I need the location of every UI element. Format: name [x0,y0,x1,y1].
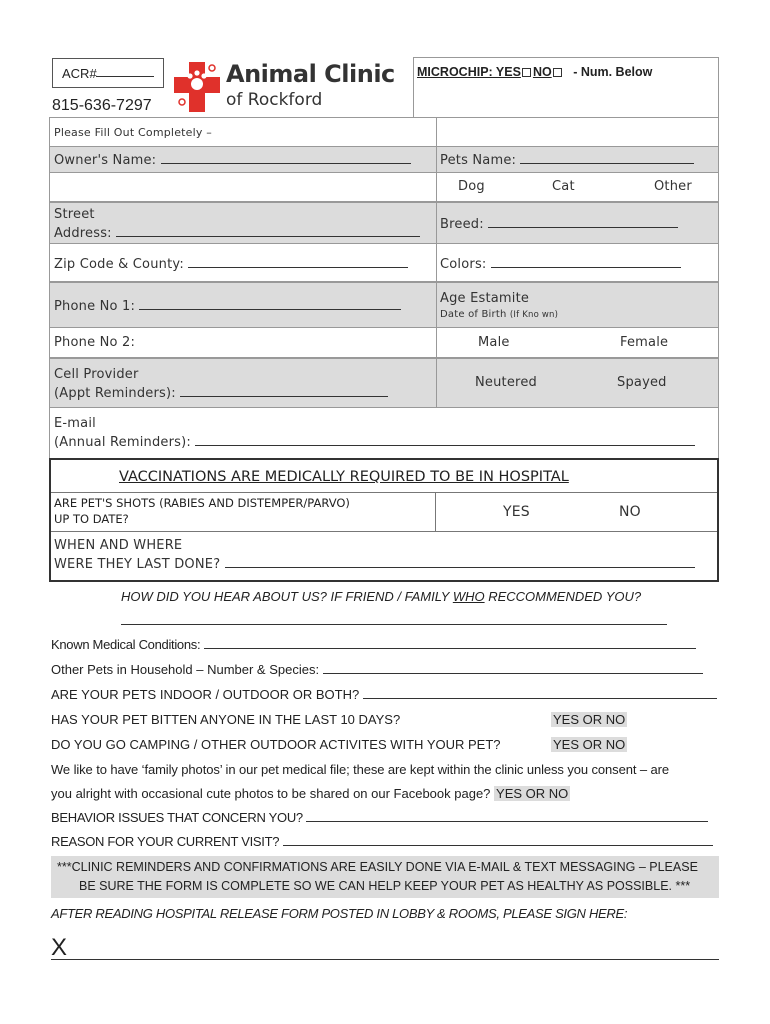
clinic-name: Animal Clinic [226,60,395,88]
clinic-phone: 815-636-7297 [52,97,152,114]
microchip-box [413,57,719,117]
age-label: Age Estamite [440,291,530,306]
street-field[interactable] [116,225,420,237]
cell-label-1: Cell Provider [54,367,139,382]
instructions-text: Please Fill Out Completely – [54,126,212,139]
medical-field[interactable] [204,637,696,649]
behavior-field[interactable] [306,810,708,822]
microchip-no-checkbox[interactable] [553,68,562,77]
owners-name-label: Owner's Name: [54,152,411,168]
shots-no[interactable]: NO [619,504,641,520]
shots-question-1: ARE PET'S SHOTS (RABIES AND DISTEMPER/PARVO) [54,496,350,510]
phone2-label: Phone No 2: [54,335,136,350]
phone2-row [49,328,719,358]
indoor-field[interactable] [363,687,717,699]
colors-field[interactable] [491,256,681,268]
cell-label-2: (Appt Reminders): [54,385,388,401]
email-field[interactable] [195,434,695,446]
signature-line[interactable] [51,934,719,960]
signature-x: X [51,934,68,961]
microchip-line [417,65,652,79]
photos-answer[interactable]: YES OR NO [496,786,569,801]
referral-field[interactable] [121,624,667,625]
status-neutered[interactable]: Neutered [475,375,537,390]
when-label-1: WHEN AND WHERE [54,538,183,553]
phone1-row [49,282,719,328]
sex-male[interactable]: Male [478,335,510,350]
behavior-question: BEHAVIOR ISSUES THAT CONCERN YOU? [51,810,708,825]
reason-field[interactable] [283,834,713,846]
acr-field[interactable] [96,65,154,77]
clinic-city: of Rockford [226,90,323,110]
indoor-question: ARE YOUR PETS INDOOR / OUTDOOR OR BOTH? [51,687,717,702]
email-row [49,408,719,458]
status-spayed[interactable]: Spayed [617,375,667,390]
pets-name-label: Pets Name: [440,152,694,168]
microchip-label: MICROCHIP: YES [417,65,521,79]
referral-question: HOW DID YOU HEAR ABOUT US? IF FRIEND / FAMILY WHO RECCOMMENDED YOU? [121,589,642,604]
pets-name-field[interactable] [520,152,694,164]
camping-question: DO YOU GO CAMPING / OTHER OUTDOOR ACTIVITES WITH YOUR PET? [51,737,501,752]
species-row [49,173,719,202]
vaccination-section [49,458,719,582]
cell-row [49,358,719,408]
breed-label: Breed: [440,216,678,232]
owners-name-field[interactable] [161,152,411,164]
zip-label: Zip Code & County: [54,256,408,272]
reason-question: REASON FOR YOUR CURRENT VISIT? [51,834,713,849]
when-field[interactable] [225,556,695,568]
colors-label: Colors: [440,256,681,272]
breed-field[interactable] [488,216,678,228]
photos-text-2: you alright with occasional cute photos to be shared on our Facebook page? YES OR NO [51,786,569,801]
notice-line-2: BE SURE THE FORM IS COMPLETE SO WE CAN HELP KEEP YOUR PET AS HEALTHY AS POSSIBLE. *** [79,879,691,893]
dob-note: (If Kno wn) [509,310,559,320]
owner-row [49,146,719,173]
species-other[interactable]: Other [654,179,692,194]
microchip-no-label: NO [532,65,552,79]
notice-line-1: ***CLINIC REMINDERS AND CONFIRMATIONS ARE EASILY DONE VIA E-MAIL & TEXT MESSAGING – PLEASE [57,860,698,874]
phone1-field[interactable] [139,298,401,310]
camping-answer[interactable]: YES OR NO [553,737,626,752]
shots-yes[interactable]: YES [503,504,530,520]
zip-field[interactable] [188,256,408,268]
microchip-suffix: - Num. Below [573,65,653,79]
notice-box [51,856,719,898]
when-label-2: WERE THEY LAST DONE? [54,556,695,572]
email-label-1: E-mail [54,416,96,431]
email-label-2: (Annual Reminders): [54,434,695,450]
acr-label: ACR# [62,66,97,81]
sex-female[interactable]: Female [620,335,669,350]
other-pets-question: Other Pets in Household – Number & Species: [51,662,703,677]
medical-cross-icon [172,60,222,114]
street-label-1: Street [54,207,95,222]
other-pets-field[interactable] [323,662,703,674]
zip-row [49,244,719,282]
medical-question: Known Medical Conditions: [51,637,696,652]
acr-box[interactable] [52,58,164,88]
street-row [49,202,719,244]
microchip-yes-checkbox[interactable] [522,68,531,77]
species-cat[interactable]: Cat [552,179,575,194]
street-label-2: Address: [54,225,420,241]
vaccination-heading: VACCINATIONS ARE MEDICALLY REQUIRED TO BE IN HOSPITAL [119,469,569,485]
phone1-label: Phone No 1: [54,298,401,314]
cell-field[interactable] [180,385,388,397]
species-dog[interactable]: Dog [458,179,485,194]
release-instruction: AFTER READING HOSPITAL RELEASE FORM POSTED IN LOBBY & ROOMS, PLEASE SIGN HERE: [51,906,628,921]
bitten-question: HAS YOUR PET BITTEN ANYONE IN THE LAST 10 DAYS? [51,712,401,727]
instructions-row [49,117,719,146]
dob-label: Date of Birth (If Kno wn) [440,309,559,320]
bitten-answer[interactable]: YES OR NO [553,712,626,727]
photos-text-1: We like to have ‘family photos’ in our pet medical file; these are kept within the clinic unless you consent – are [51,762,669,777]
clinic-logo [172,60,412,120]
shots-question-2: UP TO DATE? [54,512,129,526]
